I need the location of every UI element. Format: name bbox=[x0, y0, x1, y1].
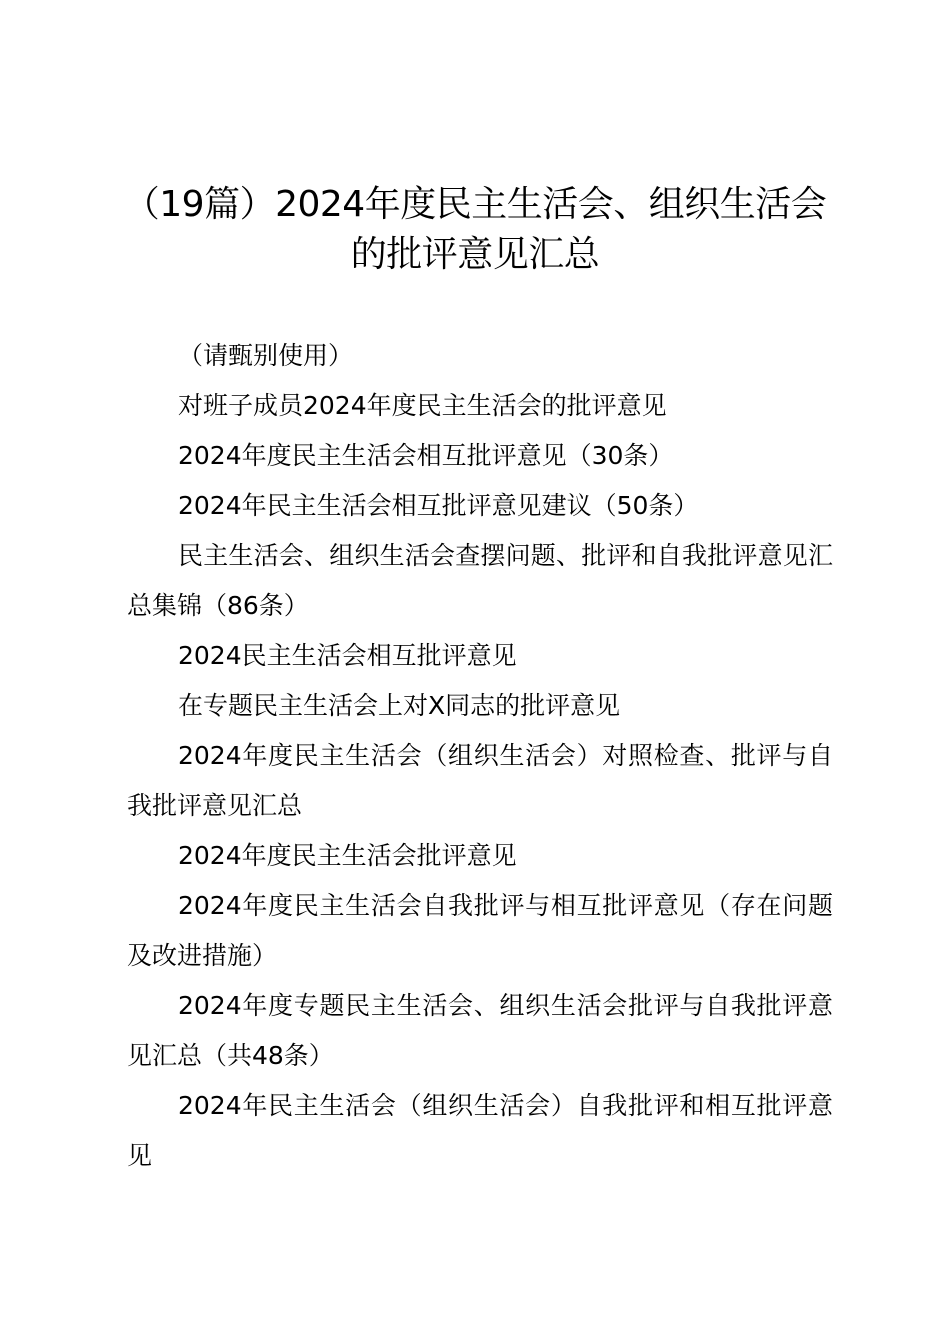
list-item: 对班子成员2024年度民主生活会的批评意见 bbox=[178, 391, 667, 420]
list-item: 2024年度民主生活会批评意见 bbox=[178, 841, 517, 870]
list-item: 2024年度民主生活会自我批评与相互批评意见（存在问题及改进措施） bbox=[127, 891, 833, 970]
list-item: 2024年度民主生活会相互批评意见（30条） bbox=[178, 441, 674, 470]
list-item: 民主生活会、组织生活会查摆问题、批评和自我批评意见汇总集锦（86条） bbox=[127, 541, 833, 620]
list-item: 在专题民主生活会上对X同志的批评意见 bbox=[178, 691, 621, 720]
document-title-line-2: 的批评意见汇总 bbox=[350, 234, 600, 275]
document-body bbox=[127, 331, 833, 1181]
list-item: 2024年民主生活会相互批评意见建议（50条） bbox=[178, 491, 699, 520]
list-item: 2024年度专题民主生活会、组织生活会批评与自我批评意见汇总（共48条） bbox=[127, 991, 833, 1070]
list-item: 2024民主生活会相互批评意见 bbox=[178, 641, 517, 670]
list-item: 2024年度民主生活会（组织生活会）对照检查、批评与自我批评意见汇总 bbox=[127, 741, 833, 820]
document-title-line-1: （19篇）2024年度民主生活会、组织生活会 bbox=[123, 184, 827, 225]
usage-note: （请甄别使用） bbox=[178, 341, 354, 370]
list-item: 2024年民主生活会（组织生活会）自我批评和相互批评意见 bbox=[127, 1091, 833, 1170]
